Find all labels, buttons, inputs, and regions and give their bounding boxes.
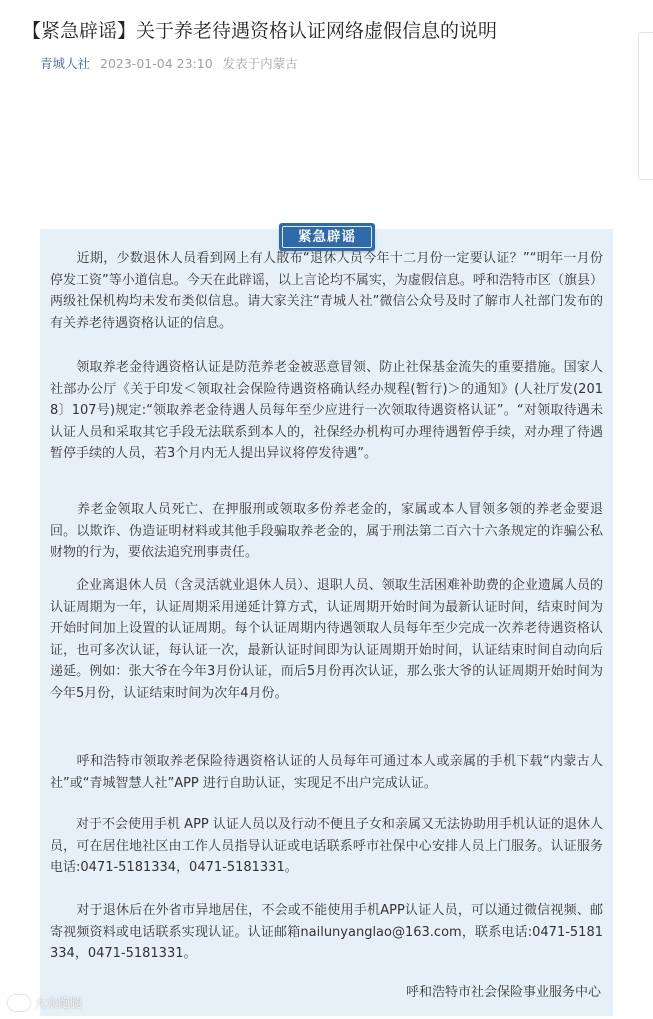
notice-paragraph: 近期，少数退休人员看到网上有人散布“退休人员今年十二月份一定要认证？”“明年一月份停发工资”等小道信息。今天在此辟谣，以上言论均不属实，为虚假信息。呼和浩特市区（旗县）两级社保机构均未发布类似信息。请大家关注“青城人社”微信公众号及时了解市人社部门发布的有关养老待遇资格认证的信息。 [50, 251, 603, 331]
article-title: 【紧急辟谣】关于养老待遇资格认证网络虚假信息的说明 [22, 20, 498, 42]
notice-paragraph: 呼和浩特市领取养老保险待遇资格认证的人员每年可通过本人或亲属的手机下载“内蒙古人社”或“青城智慧人社”APP 进行自助认证，实现足不出户完成认证。 [50, 754, 603, 791]
watermark-logo-icon [8, 995, 30, 1011]
notice-paragraph: 对于退休后在外省市异地居住，不会或不能使用手机APP认证人员，可以通过微信视频、邮寄视频资料或电话联系实现认证。认证邮箱nailunyanglao@163.com，联系电话:0471-5181334，0471-5181331。 [50, 903, 603, 962]
publish-time: 2023-01-04 23:10 [100, 56, 213, 71]
rumor-badge: 紧急辟谣 [279, 223, 375, 251]
author-link[interactable]: 青城人社 [40, 56, 91, 71]
notice-paragraph: 养老金领取人员死亡、在押服刑或领取多份养老金的，家属或本人冒领多领的养老金要退回。以欺诈、伪造证明材料或其他手段骗取养老金的，属于刑法第二百六十六条规定的诈骗公私财物的行为，要依法追究刑事责任。 [50, 502, 603, 561]
notice-paragraph: 对于不会使用手机 APP 认证人员以及行动不便且子女和亲属又无法协助用手机认证的退休人员，可在居住地社区由工作人员指导认证或电话联系呼市社保中心安排人员上门服务。认证服务电话:0471-5181334，0471-5181331。 [50, 817, 603, 876]
watermark [8, 994, 82, 1011]
signature: 呼和浩特市社会保险事业服务中心 [405, 985, 601, 1000]
article-meta [40, 55, 298, 73]
side-toolbar-tab[interactable] [638, 32, 653, 180]
publish-location: 发表于内蒙古 [222, 56, 298, 71]
watermark-text: 大众跑腿 [34, 996, 83, 1010]
notice-paragraph: 领取养老金待遇资格认证是防范养老金被恶意冒领、防止社保基金流失的重要措施。国家人社部办公厅《关于印发＜领取社会保险待遇资格确认经办规程(暂行)＞的通知》(人社厅发(2018〕107号)规定:“领取养老金待遇人员每年至少应进行一次领取待遇资格认证”。“对领取待遇未认证人员和采取其它手段无法联系到本人的，社保经办机构可办理待遇暂停手续，对办理了待遇暂停手续的人员，若3个月内无人提出异议将停发待遇”。 [50, 360, 603, 462]
notice-paragraph: 企业离退休人员（含灵活就业退休人员）、退职人员、领取生活困难补助费的企业遗属人员的认证周期为一年，认证周期采用递延计算方式，认证周期开始时间为最新认证时间，结束时间为开始时间加上设置的认证周期。每个认证周期内待遇领取人员每年至少完成一次养老待遇资格认证，也可多次认证，每认证一次，最新认证时间即为认证周期开始时间，认证结束时间自动向后递延。例如：张大爷在今年3月份认证，而后5月份再次认证，那么张大爷的认证周期开始时间为今年5月份，认证结束时间为次年4月份。 [50, 578, 603, 701]
notice-card [40, 229, 613, 1016]
